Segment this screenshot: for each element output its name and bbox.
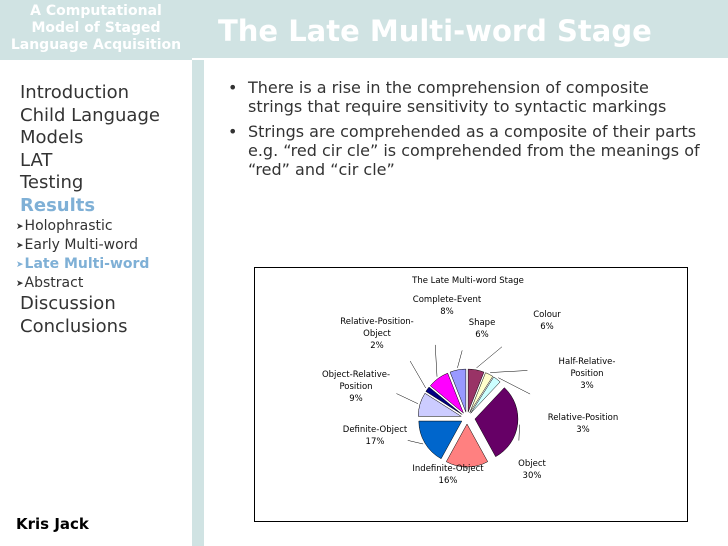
slice-label-line: 17% bbox=[365, 437, 385, 447]
pie-chart-frame bbox=[254, 267, 688, 522]
slice-label-line: Object bbox=[518, 459, 546, 469]
slice-label bbox=[322, 370, 390, 404]
nav-item-label: LAT bbox=[20, 149, 53, 171]
slice-label-line: Object bbox=[363, 329, 391, 339]
nav-item-models[interactable] bbox=[20, 127, 160, 150]
bullet-item bbox=[228, 78, 708, 116]
nav-item-label: Late Multi-word bbox=[24, 256, 150, 272]
presentation-title-line: Language Acquisition bbox=[10, 37, 182, 53]
bullet-text: There is a rise in the comprehension of composite strings that require sensitivity to syntactic markings bbox=[248, 78, 667, 116]
nav-item-label: Child Language bbox=[20, 104, 160, 126]
sidebar bbox=[0, 0, 192, 546]
presentation-title bbox=[0, 3, 192, 54]
nav-item-label: Results bbox=[20, 194, 96, 216]
slide-title: The Late Multi-word Stage bbox=[218, 14, 652, 48]
slice-label-line: 6% bbox=[540, 322, 554, 332]
slice-label-line: Shape bbox=[468, 318, 496, 328]
slice-label-line: Half-Relative- bbox=[558, 357, 616, 367]
bullet-dot: • bbox=[228, 78, 238, 97]
nav-item-label: Introduction bbox=[20, 82, 130, 103]
pie-slices bbox=[418, 369, 518, 467]
slice-label-line: Position bbox=[570, 369, 604, 379]
arrow-icon: ➤ bbox=[16, 279, 24, 289]
leader-line bbox=[457, 350, 462, 368]
slice-label-line: 16% bbox=[438, 476, 458, 486]
nav-item-label: Abstract bbox=[24, 275, 84, 291]
slice-label-line: 8% bbox=[440, 307, 454, 317]
leader-line bbox=[490, 371, 527, 373]
arrow-icon: ➤ bbox=[16, 241, 24, 251]
slice-label-line: Object-Relative- bbox=[321, 370, 391, 380]
nav-item-late-multi-word[interactable] bbox=[16, 255, 160, 274]
slice-label-line: 9% bbox=[349, 394, 363, 404]
slice-label-line: 2% bbox=[370, 341, 384, 351]
slice-label bbox=[533, 310, 561, 332]
nav-item-holophrastic[interactable] bbox=[16, 217, 160, 236]
outline-nav bbox=[16, 82, 160, 338]
slice-label-line: 30% bbox=[522, 471, 542, 481]
leader-line bbox=[477, 347, 502, 368]
slice-label bbox=[340, 317, 414, 351]
slice-label bbox=[559, 357, 616, 391]
slice-label bbox=[469, 318, 496, 340]
slice-label bbox=[343, 425, 408, 447]
pie-chart bbox=[255, 268, 687, 521]
presentation-title-line: A Computational bbox=[30, 3, 162, 19]
nav-item-conclusions[interactable] bbox=[20, 316, 160, 339]
presentation-title-line: Model of Staged bbox=[31, 20, 161, 36]
slice-label-line: Position bbox=[339, 382, 373, 392]
nav-item-label: Models bbox=[20, 127, 84, 148]
leader-line bbox=[519, 425, 520, 441]
bullet-item bbox=[228, 122, 708, 179]
nav-item-label: Testing bbox=[20, 172, 84, 193]
slice-label bbox=[548, 413, 618, 435]
slice-label-line: 6% bbox=[475, 330, 489, 340]
leader-line bbox=[410, 361, 426, 388]
author-name: Kris Jack bbox=[16, 515, 89, 533]
nav-item-lat[interactable] bbox=[20, 150, 160, 173]
slice-label-line: Colour bbox=[533, 310, 561, 320]
slice-label-line: Relative-Position- bbox=[340, 317, 414, 327]
slice-label-line: Definite-Object bbox=[342, 425, 408, 435]
slice-label-line: Complete-Event bbox=[412, 295, 482, 305]
bullet-text: Strings are comprehended as a composite of their parts e.g. “red cir cle” is comprehended from the meanings of “red” and “cir cle” bbox=[248, 122, 700, 179]
slice-label bbox=[413, 295, 482, 317]
bullet-dot: • bbox=[228, 122, 238, 141]
vertical-divider bbox=[192, 0, 204, 546]
slice-label bbox=[518, 459, 546, 481]
nav-item-results[interactable] bbox=[20, 195, 160, 218]
arrow-icon: ➤ bbox=[16, 260, 24, 270]
nav-item-child-language[interactable] bbox=[20, 105, 160, 128]
bullet-list bbox=[228, 78, 708, 185]
slice-label-line: Indefinite-Object bbox=[412, 464, 484, 474]
nav-item-early-multi-word[interactable] bbox=[16, 236, 160, 255]
nav-item-discussion[interactable] bbox=[20, 293, 160, 316]
leader-line bbox=[396, 394, 418, 404]
arrow-icon: ➤ bbox=[16, 222, 24, 232]
nav-item-label: Discussion bbox=[20, 293, 116, 314]
slice-label bbox=[412, 464, 484, 486]
chart-title: The Late Multi-word Stage bbox=[412, 276, 524, 286]
leader-line bbox=[408, 440, 423, 444]
nav-item-label: Conclusions bbox=[20, 315, 128, 337]
nav-item-label: Holophrastic bbox=[24, 218, 113, 234]
slice-label-line: Relative-Position bbox=[547, 413, 619, 423]
nav-item-testing[interactable] bbox=[20, 172, 160, 195]
nav-item-label: Early Multi-word bbox=[24, 237, 139, 253]
slice-label-line: 3% bbox=[576, 425, 590, 435]
nav-item-introduction[interactable] bbox=[20, 82, 160, 105]
slice-label-line: 3% bbox=[580, 381, 594, 391]
header-divider bbox=[192, 58, 728, 60]
leader-line bbox=[435, 345, 437, 377]
nav-item-abstract[interactable] bbox=[16, 274, 160, 293]
